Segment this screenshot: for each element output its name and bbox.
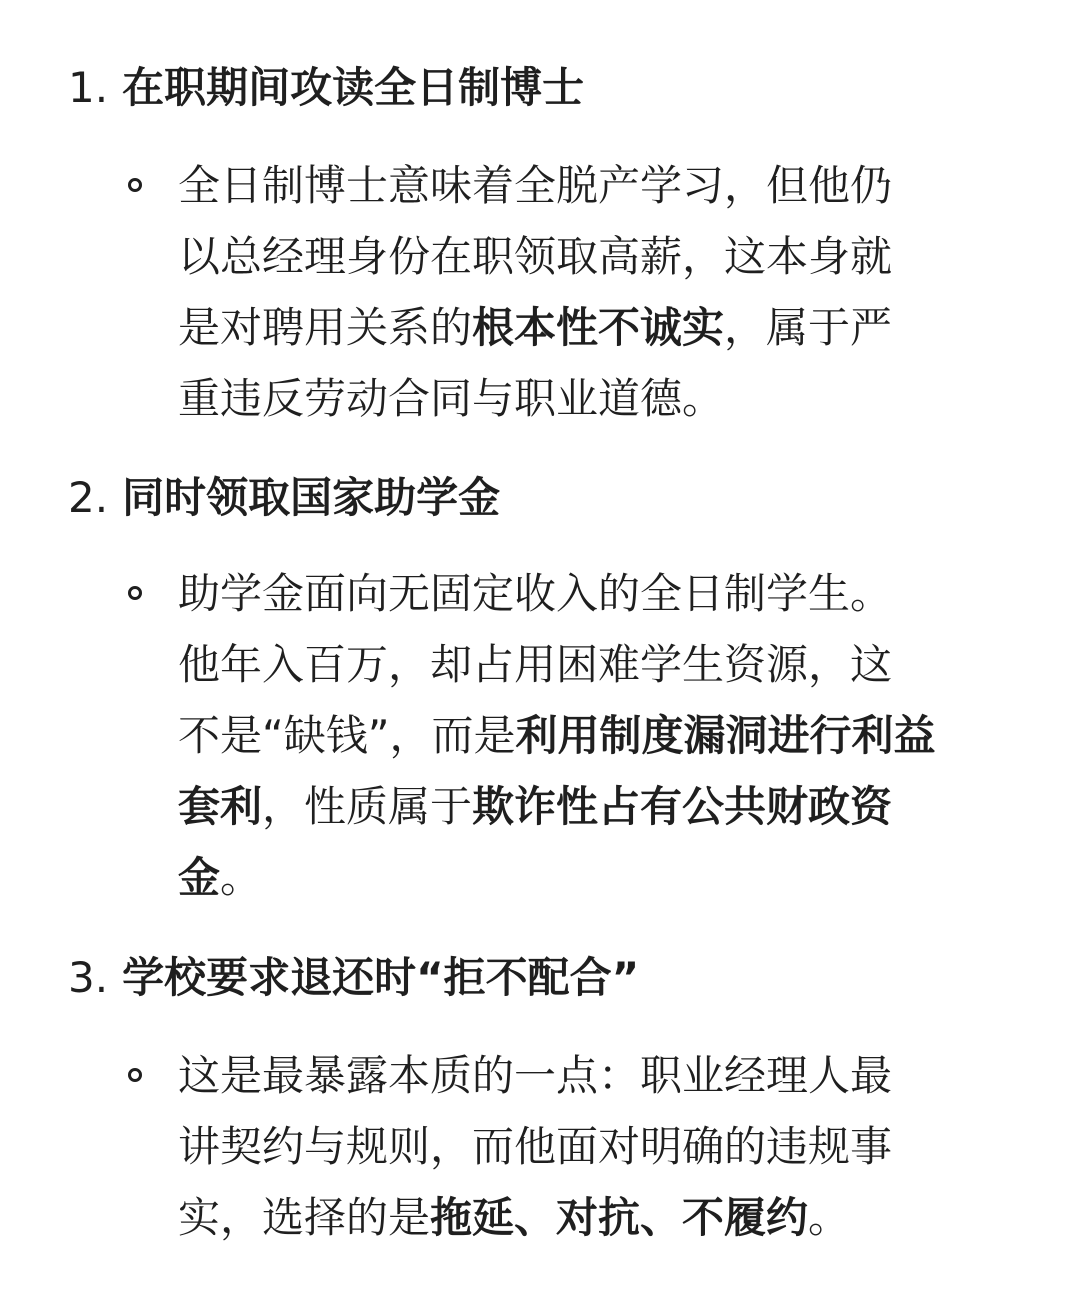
text-run: 重违反劳动合同与职业道德。 bbox=[178, 374, 725, 423]
item-paragraph bbox=[178, 558, 1038, 913]
item-heading bbox=[68, 470, 500, 526]
emphasis-text: 拖延、对抗、不履约 bbox=[430, 1193, 809, 1242]
text-run: ，属于严 bbox=[724, 303, 893, 352]
text-run: 实，选择的是 bbox=[178, 1193, 431, 1242]
paragraph-line bbox=[178, 292, 1038, 363]
item-title: 在职期间攻读全日制博士 bbox=[122, 63, 585, 112]
paragraph-line bbox=[178, 1040, 1038, 1111]
paragraph-line bbox=[178, 363, 1038, 434]
paragraph-line bbox=[178, 700, 1038, 771]
item-paragraph bbox=[178, 1040, 1038, 1253]
text-run: 助学金面向无固定收入的全日制学生。 bbox=[178, 569, 893, 618]
text-run: 。 bbox=[808, 1193, 851, 1242]
paragraph-line bbox=[178, 558, 1038, 629]
text-run: ，性质属于 bbox=[262, 782, 473, 831]
item-heading bbox=[68, 60, 584, 116]
text-run: 。 bbox=[220, 853, 263, 902]
paragraph-line bbox=[178, 221, 1038, 292]
text-run: 全日制博士意味着全脱产学习，但他仍 bbox=[178, 161, 893, 210]
paragraph-line bbox=[178, 1111, 1038, 1182]
item-number: 3. bbox=[68, 953, 109, 1002]
text-run: 以总经理身份在职领取高薪，这本身就 bbox=[178, 232, 893, 281]
item-heading bbox=[68, 950, 639, 1006]
bullet-dot bbox=[128, 178, 142, 192]
bullet-dot bbox=[128, 586, 142, 600]
emphasis-text: 套利 bbox=[178, 782, 263, 831]
text-run: 是对聘用关系的 bbox=[178, 303, 473, 352]
emphasis-text: 根本性不诚实 bbox=[472, 303, 725, 352]
paragraph-line bbox=[178, 842, 1038, 913]
text-run: 不是“缺钱”，而是 bbox=[178, 711, 516, 760]
item-title: 同时领取国家助学金 bbox=[122, 473, 501, 522]
text-run: 他年入百万，却占用困难学生资源，这 bbox=[178, 640, 893, 689]
paragraph-line bbox=[178, 629, 1038, 700]
emphasis-text: 利用制度漏洞进行利益 bbox=[515, 711, 936, 760]
bullet-dot bbox=[128, 1068, 142, 1082]
item-title: 学校要求退还时“拒不配合” bbox=[122, 953, 640, 1002]
paragraph-line bbox=[178, 150, 1038, 221]
text-run: 讲契约与规则，而他面对明确的违规事 bbox=[178, 1122, 893, 1171]
emphasis-text: 金 bbox=[178, 853, 221, 902]
emphasis-text: 欺诈性占有公共财政资 bbox=[472, 782, 893, 831]
text-run: 这是最暴露本质的一点：职业经理人最 bbox=[178, 1051, 893, 1100]
item-number: 2. bbox=[68, 473, 109, 522]
paragraph-line bbox=[178, 1182, 1038, 1253]
paragraph-line bbox=[178, 771, 1038, 842]
item-number: 1. bbox=[68, 63, 109, 112]
item-paragraph bbox=[178, 150, 1038, 434]
